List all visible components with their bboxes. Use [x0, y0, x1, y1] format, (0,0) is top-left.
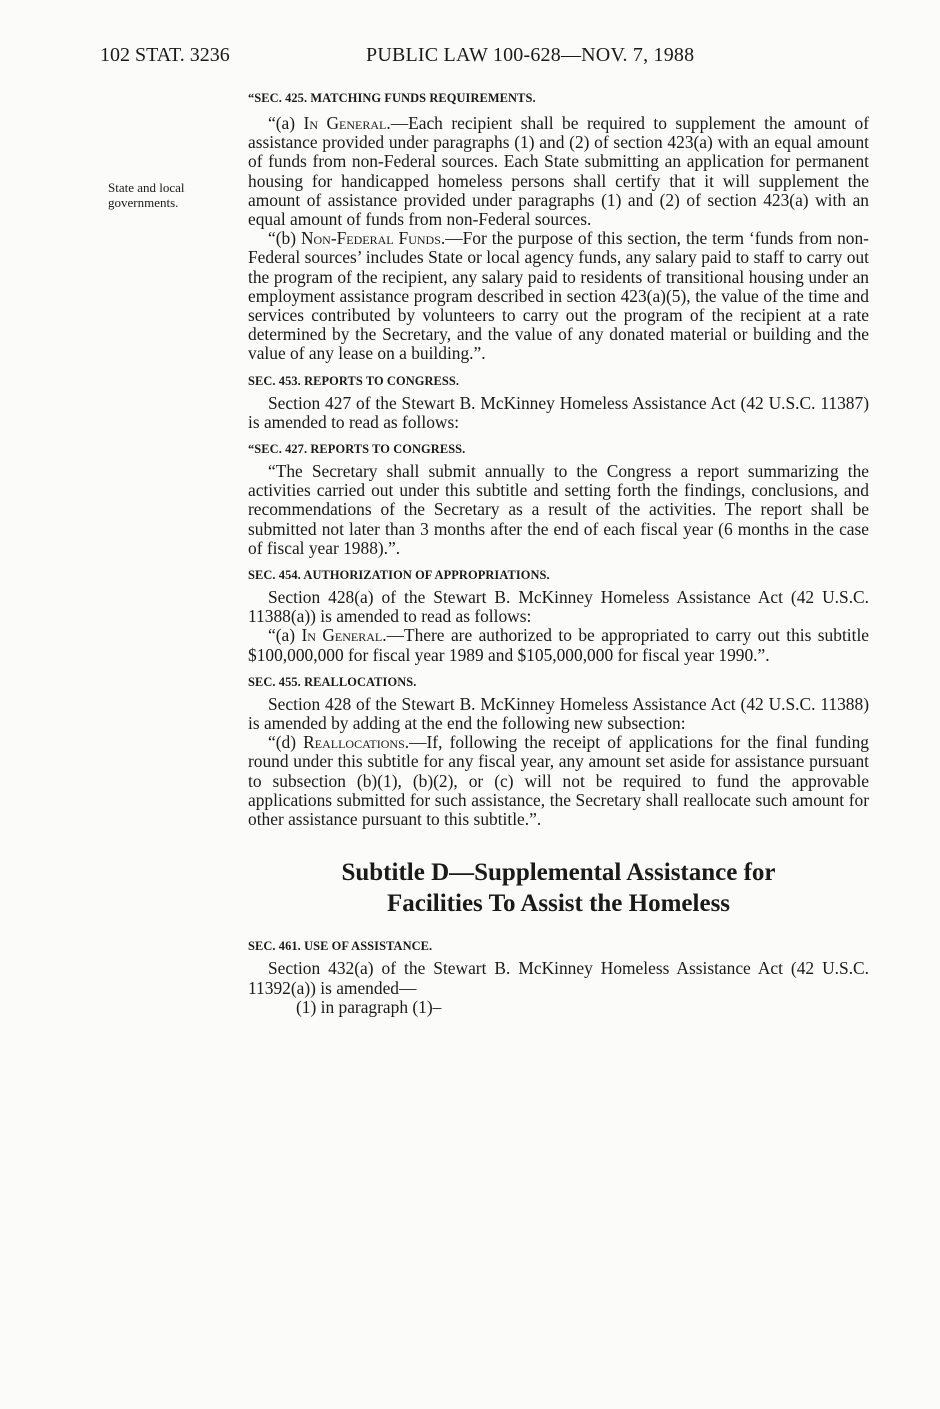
section-461-heading: SEC. 461. USE OF ASSISTANCE.	[248, 939, 433, 954]
section-455-subsection-d: “(d) Reallocations.—If, following the receipt of applications for the final funding round under this subtitle for any fiscal year, any amount set aside for assistance pursuant to subsection (b)(1), (b)(2), or (c) will not be required to fund the approvable applications submitted for such assistance, the Secretary shall reallocate such amount for other assistance pursuant to this subtitle.”.	[248, 732, 869, 830]
caption-in-general: In General.	[301, 625, 387, 646]
caption-in-general: In General.	[303, 113, 391, 133]
section-461-item-1: (1) in paragraph (1)–	[296, 996, 442, 1017]
subtitle-heading	[248, 857, 869, 919]
section-454-heading: SEC. 454. AUTHORIZATION OF APPROPRIATIONS.	[248, 568, 550, 583]
section-453-heading: SEC. 453. REPORTS TO CONGRESS.	[248, 373, 460, 388]
page-header	[100, 44, 750, 74]
margin-note: State and local governments.	[108, 180, 185, 210]
caption-reallocations: Reallocations.	[303, 732, 410, 753]
section-427-text: “The Secretary shall submit annually to the Congress a report summarizing the activities carried out under this subtitle and setting forth the findings, conclusions, and recommendations of the Secretary as a result of the activities. The report shall be submitted not later than 3 months after the end of each fiscal year (6 months in the case of fiscal year 1988).”.	[248, 461, 869, 558]
subtitle-line-1: Subtitle D—Supplemental Assistance for	[341, 859, 776, 887]
section-454-text: Section 428(a) of the Stewart B. McKinney Homeless Assistance Act (42 U.S.C. 11388(a)) is amended to read as follows:	[248, 587, 869, 627]
section-425-heading: “SEC. 425. MATCHING FUNDS REQUIREMENTS.	[248, 91, 536, 105]
main-text-column	[248, 91, 869, 1017]
section-455-text: Section 428 of the Stewart B. McKinney Homeless Assistance Act (42 U.S.C. 11388) is amended by adding at the end the following new subsection:	[248, 693, 869, 734]
section-455-heading: SEC. 455. REALLOCATIONS.	[248, 674, 417, 689]
caption-non-federal-funds: Non-Federal Funds.	[300, 228, 446, 249]
section-425-subsection-a: “(a) In General.—Each recipient shall be required to supplement the amount of assistance provided under paragraphs (1) and (2) of section 423(a) with an equal amount of funds from non-Federal sources. Each State submitting an application for permanent housing for handicapped homeless persons shall certify that it will supplement the amount of assistance provided under paragraphs (1) and (2) of section 423(a) with an equal amount of funds from non-Federal sources.	[248, 113, 870, 230]
section-425-subsection-b: “(b) Non-Federal Funds.—For the purpose of this section, the term ‘funds from non-Federal sources’ includes State or local agency funds, any salary paid to staff to carry out the program of the recipient, any salary paid to residents of transitional housing under an employment assistance program described in section 423(a)(5), the value of the time and services contributed by volunteers to carry out the program of the recipient at a rate determined by the Secretary, and the value of any donated material or building and the value of any lease on a building.”.	[248, 228, 869, 364]
subtitle-line-2: Facilities To Assist the Homeless	[386, 890, 731, 918]
section-461-text: Section 432(a) of the Stewart B. McKinney Homeless Assistance Act (42 U.S.C. 11392(a)) is amended—	[248, 958, 869, 998]
section-453-text: Section 427 of the Stewart B. McKinney Homeless Assistance Act (42 U.S.C. 11387) is amended to read as follows:	[248, 392, 869, 432]
public-law-reference: PUBLIC LAW 100-628—NOV. 7, 1988	[366, 44, 695, 66]
section-427-heading: “SEC. 427. REPORTS TO CONGRESS.	[248, 442, 466, 457]
section-454-subsection-a: “(a) In General.—There are authorized to be appropriated to carry out this subtitle $100,000,000 for fiscal year 1989 and $105,000,000 for fiscal year 1990.”.	[248, 625, 869, 665]
stat-reference: 102 STAT. 3236	[100, 44, 230, 66]
